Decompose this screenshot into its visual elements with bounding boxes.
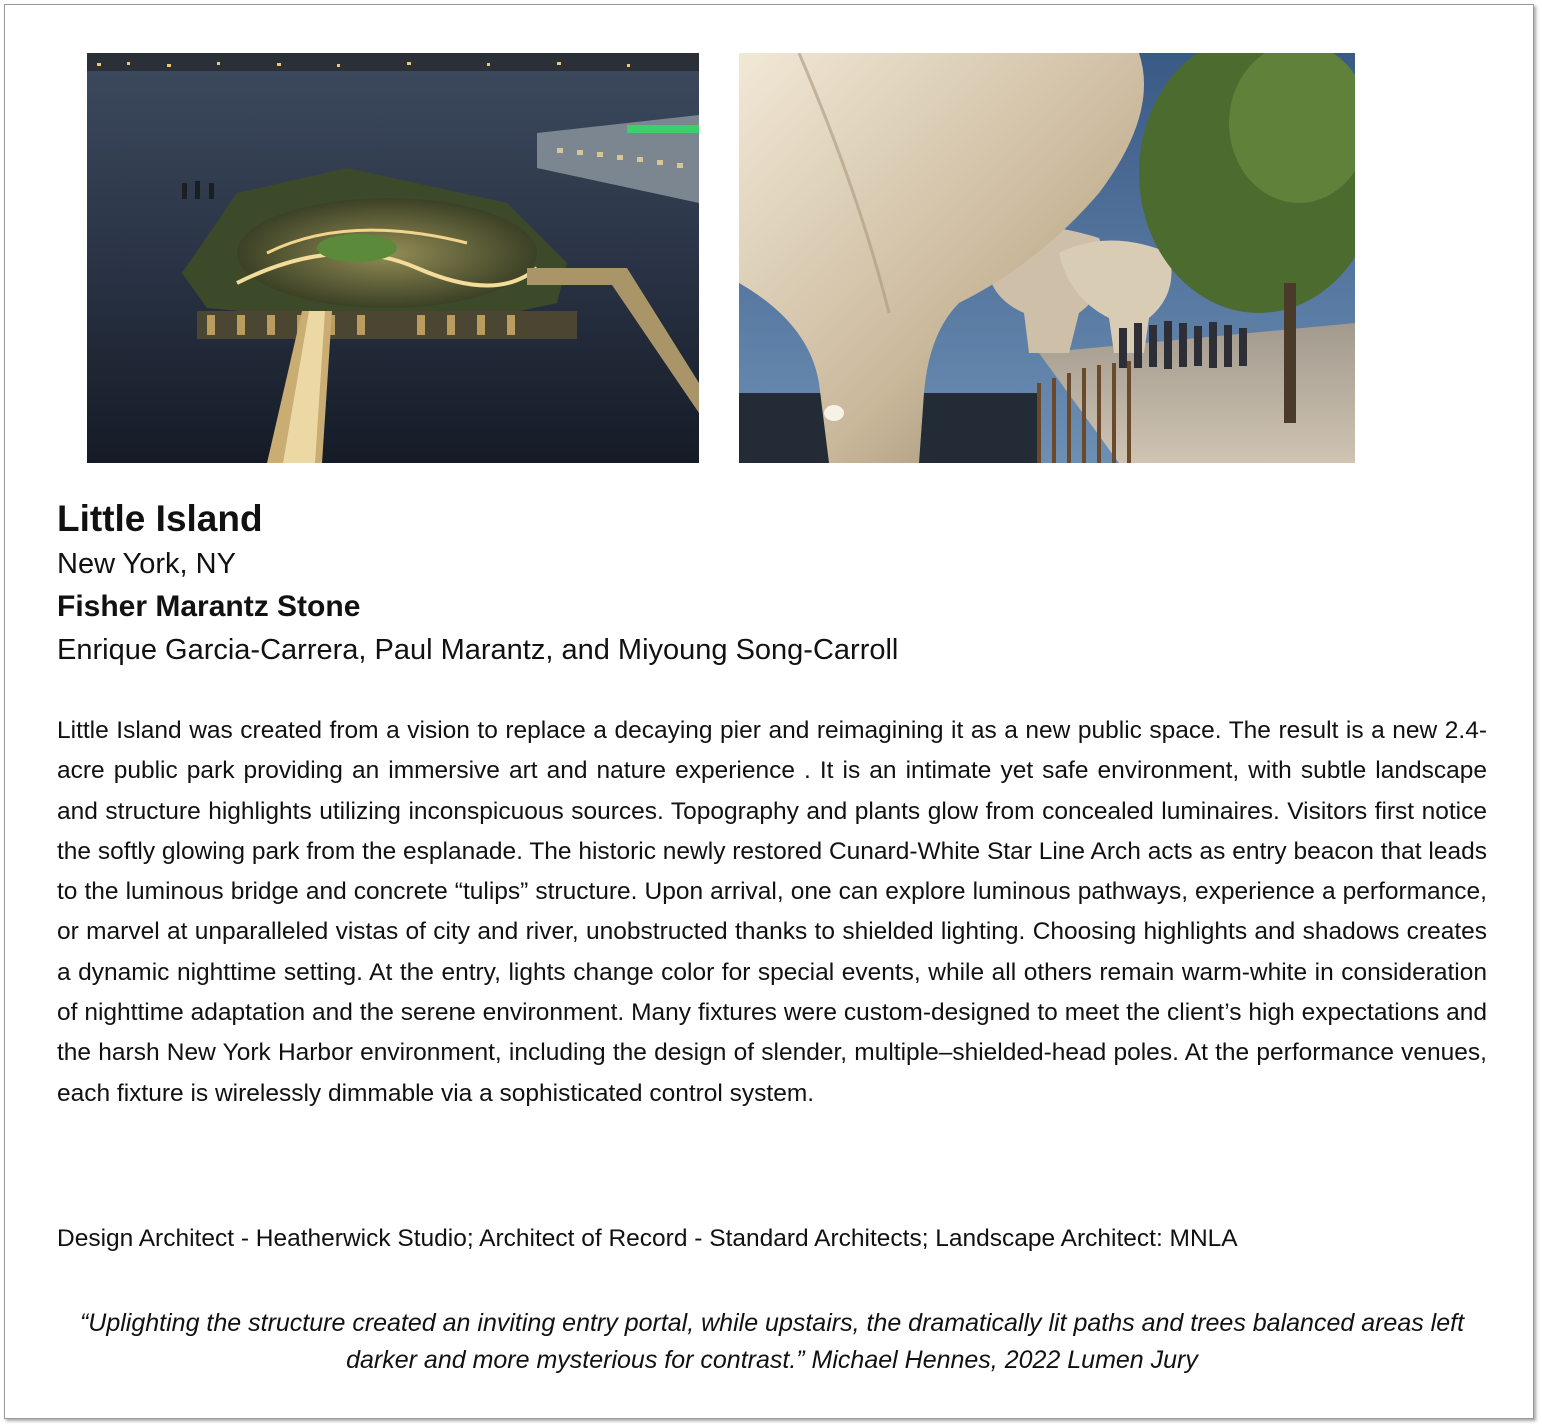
document-page [4,4,1534,1419]
tulip-structure-photo [739,53,1355,463]
project-header [57,495,1487,671]
designer-names: Enrique Garcia-Carrera, Paul Marantz, and Miyoung Song-Carroll [57,634,899,666]
project-location: New York, NY [57,548,236,580]
project-title: Little Island [57,498,263,539]
aerial-night-view-photo [87,53,699,463]
jury-quote: “Uplighting the structure created an inviting entry portal, while upstairs, the dramatically lit paths and trees balanced areas left darker and more mysterious for contrast.” Michael Hennes, 2022 Lumen Jury [79,1309,1465,1374]
project-description: Little Island was created from a vision to replace a decaying pier and reimagining it as a new public space. The result is a new 2.4-acre public park providing an immersive art and nature experience . It is an intimate yet safe environment, with subtle landscape and structure highlights utilizing inconspicuous sources. Topography and plants glow from concealed luminaires. Visitors first notice the softly glowing park from the esplanade. The historic newly restored Cunard-White Star Line Arch acts as entry beacon that leads to the luminous bridge and concrete “tulips” structure. Upon arrival, one can explore luminous pathways, experience a performance, or marvel at unparalleled vistas of city and river, unobstructed thanks to shielded lighting. Choosing highlights and shadows creates a dynamic nighttime setting. At the entry, lights change color for special events, while all others remain warm-white in consideration of nighttime adaptation and the serene environment. Many fixtures were custom-designed to meet the client’s high expectations and the harsh New York Harbor environment, including the design of slender, multiple–shielded-head poles. At the performance venues, each fixture is wirelessly dimmable via a sophisticated control system. [57,717,1487,1107]
project-credits: Design Architect - Heatherwick Studio; Architect of Record - Standard Architects; Landscape Architect: MNLA [57,1225,1238,1252]
lighting-firm: Fisher Marantz Stone [57,590,361,623]
